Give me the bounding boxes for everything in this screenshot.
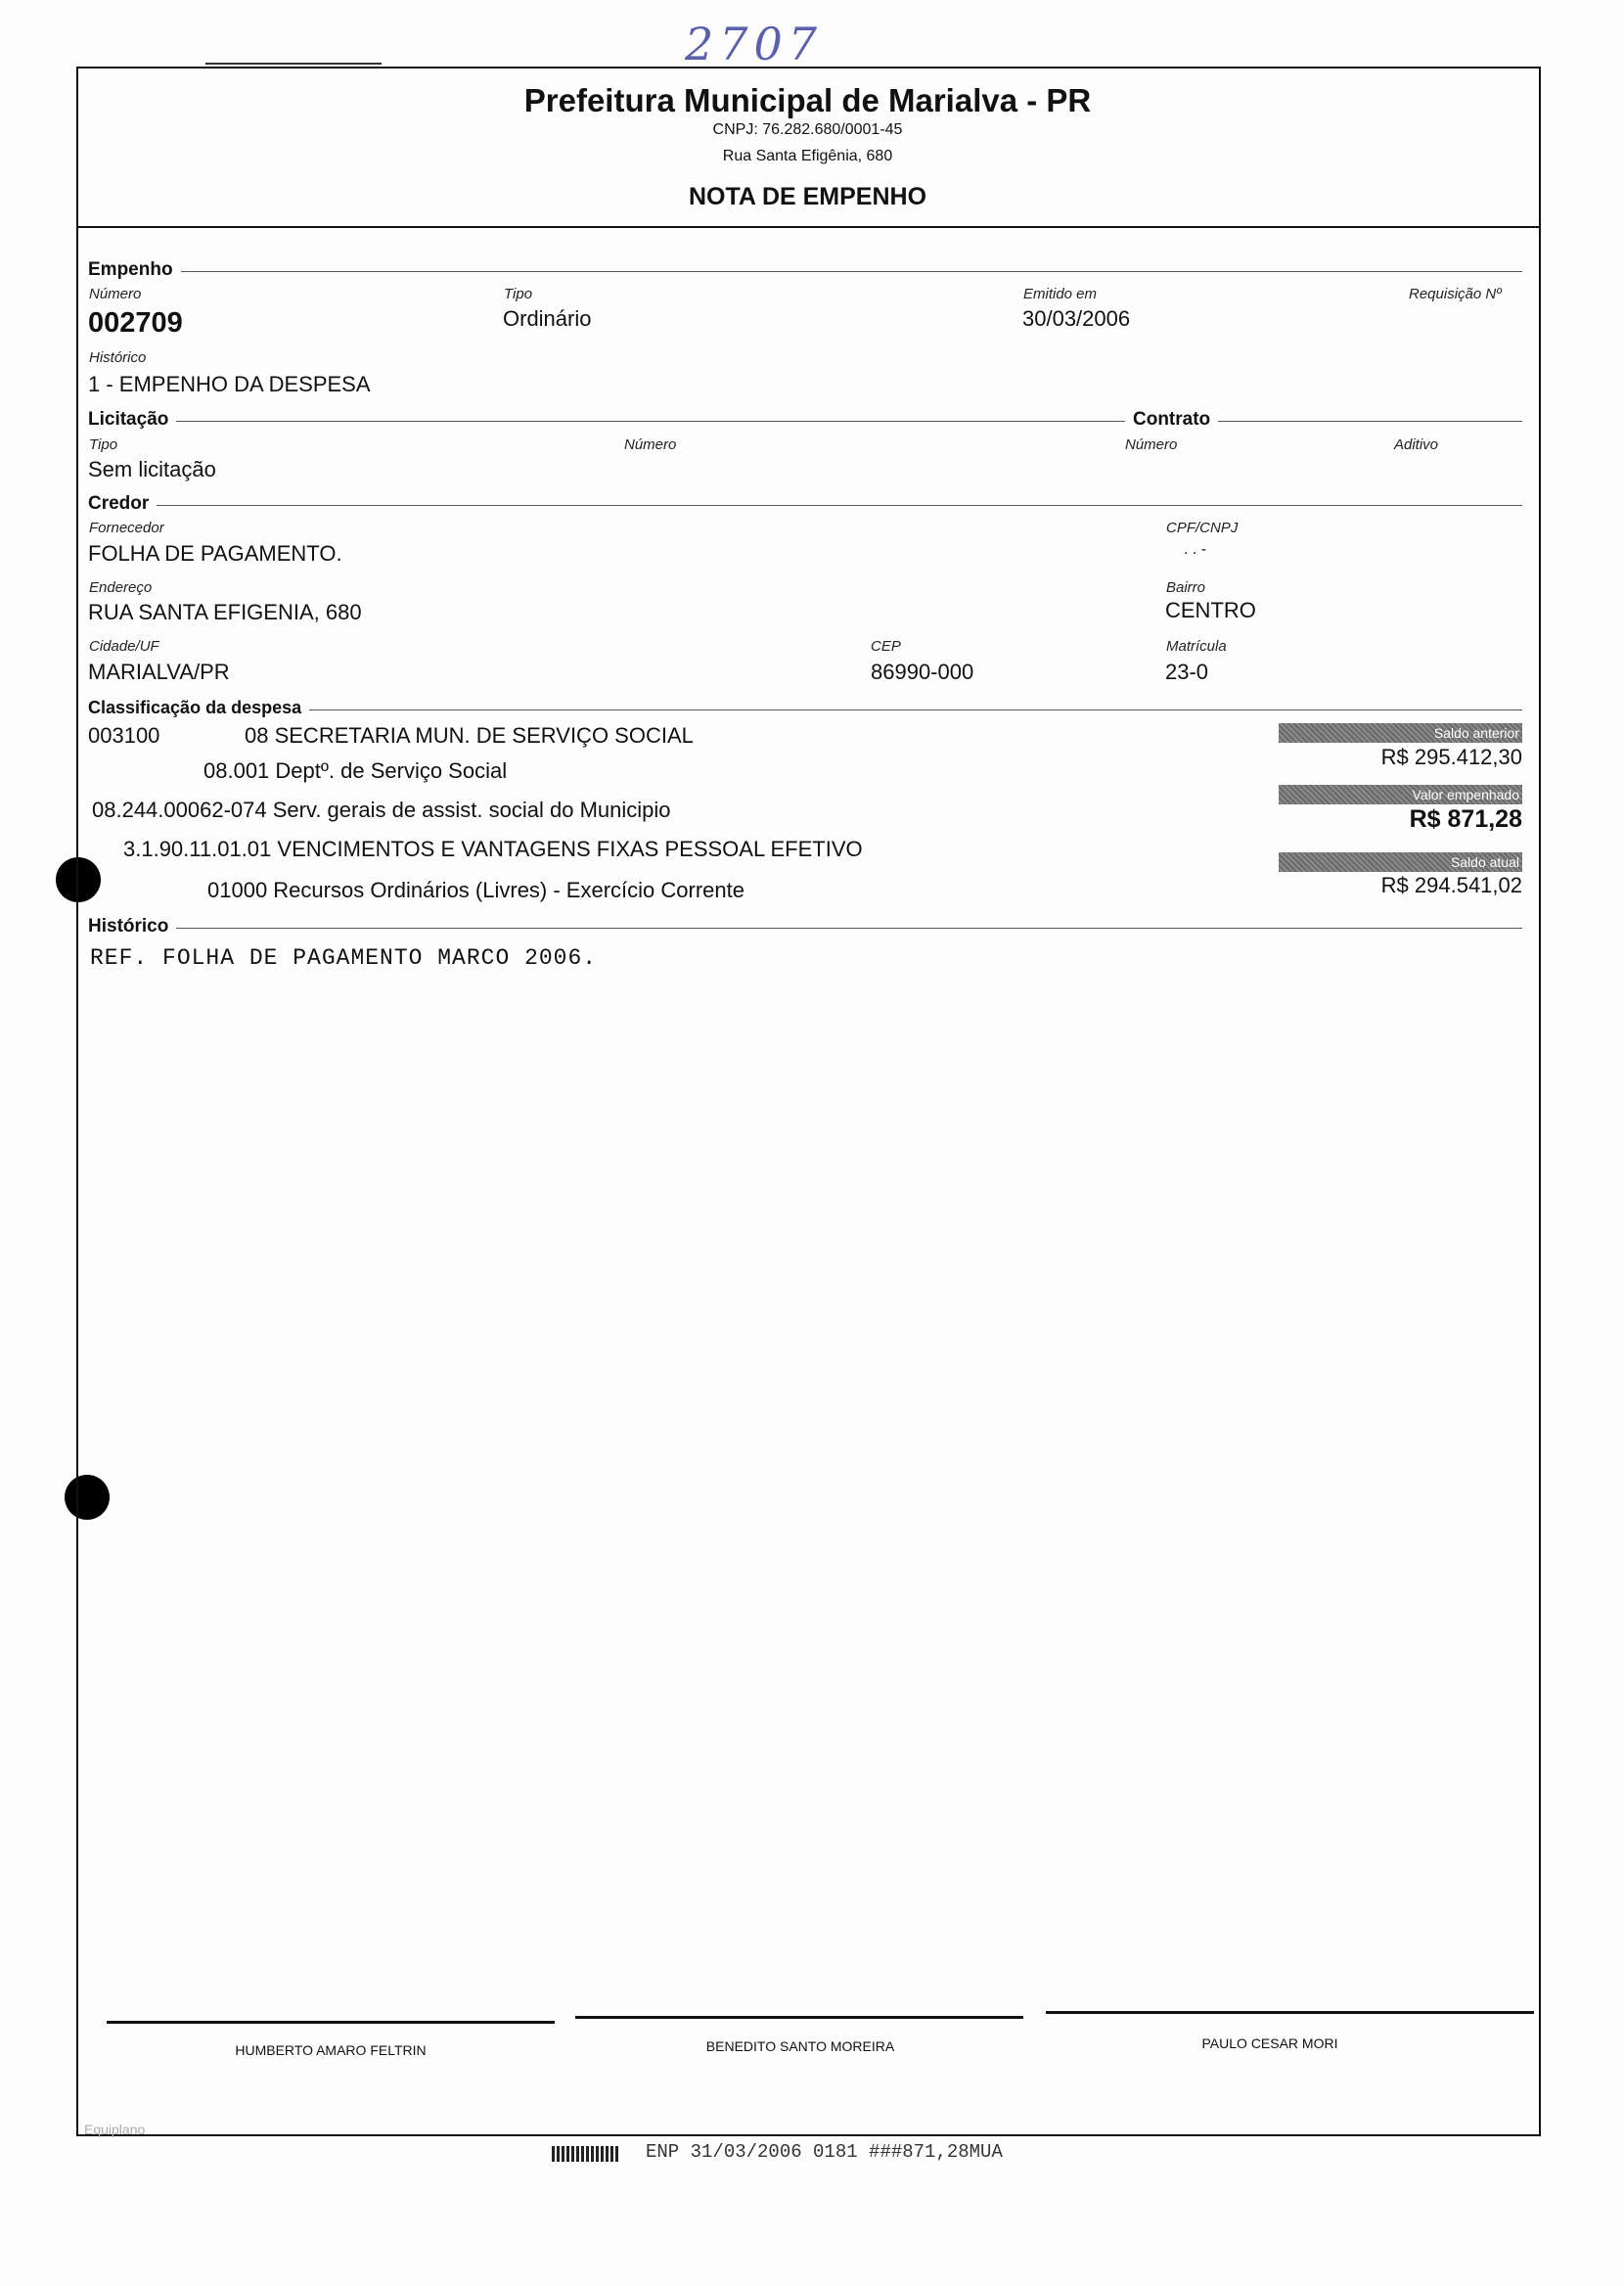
validation-stamp-bars (552, 2146, 618, 2162)
saldo-anterior: R$ 295.412,30 (1380, 745, 1522, 769)
empenho-numero-label: Número (89, 286, 142, 302)
cep-label: CEP (871, 638, 901, 655)
empenho-section-label: Empenho (88, 259, 181, 281)
classificacao-line3: 08.244.00062-074 Serv. gerais de assist. social do Municipio (92, 798, 671, 822)
licitacao-numero-label: Número (624, 436, 677, 453)
classificacao-code: 003100 (88, 723, 160, 748)
historico-section-label: Histórico (88, 916, 176, 937)
software-name: Equiplano (84, 2122, 146, 2137)
address: Rua Santa Efigênia, 680 (722, 148, 893, 164)
saldo-atual: R$ 294.541,02 (1380, 873, 1522, 897)
contrato-numero-label: Número (1125, 436, 1178, 453)
fornecedor: FOLHA DE PAGAMENTO. (88, 541, 342, 566)
classificacao-section-label: Classificação da despesa (88, 698, 309, 718)
empenho-tipo: Ordinário (503, 306, 592, 331)
cidade-label: Cidade/UF (89, 638, 159, 655)
bairro: CENTRO (1165, 598, 1256, 622)
empenho-numero: 002709 (88, 307, 183, 339)
bairro-label: Bairro (1166, 579, 1206, 596)
doc-title: NOTA DE EMPENHO (688, 183, 927, 210)
historico-rule (88, 928, 1522, 929)
matricula-label: Matrícula (1166, 638, 1227, 655)
licitacao-tipo: Sem licitação (88, 457, 216, 481)
contrato-aditivo-label: Aditivo (1394, 436, 1439, 453)
cpf-label: CPF/CNPJ (1166, 520, 1239, 536)
matricula: 23-0 (1165, 660, 1209, 684)
classificacao-line5: 01000 Recursos Ordinários (Livres) - Exercício Corrente (207, 878, 744, 902)
empenho-tipo-label: Tipo (504, 286, 533, 302)
licitacao-tipo-label: Tipo (89, 436, 118, 453)
classificacao-line2: 08.001 Deptº. de Serviço Social (203, 758, 508, 783)
emitido-date: 30/03/2006 (1022, 306, 1131, 331)
cep: 86990-000 (871, 660, 974, 684)
empenho-rule (88, 271, 1522, 272)
saldo-anterior-label: Saldo anterior (1279, 723, 1522, 743)
handwritten-number: 2707 (685, 18, 824, 70)
licitacao-rule (88, 421, 1522, 422)
scan-mark (205, 63, 382, 65)
signature-line-1 (107, 2021, 555, 2024)
licitacao-section-label: Licitação (88, 409, 176, 431)
credor-section-label: Credor (88, 493, 157, 515)
signature-name-1: HUMBERTO AMARO FELTRIN (235, 2042, 427, 2058)
cidade: MARIALVA/PR (88, 660, 230, 684)
requisicao-label: Requisição Nº (1409, 286, 1502, 302)
classificacao-line1: 08 SECRETARIA MUN. DE SERVIÇO SOCIAL (245, 723, 694, 748)
signature-line-2 (575, 2016, 1023, 2019)
fornecedor-label: Fornecedor (89, 520, 164, 536)
signature-name-3: PAULO CESAR MORI (1201, 2035, 1338, 2051)
signature-line-3 (1046, 2011, 1534, 2014)
valor-empenhado-label: Valor empenhado (1279, 785, 1522, 804)
historico-text: REF. FOLHA DE PAGAMENTO MARCO 2006. (90, 945, 598, 971)
cpf-value: . . - (1184, 541, 1207, 558)
validation-stamp: ENP 31/03/2006 0181 ###871,28MUA (646, 2141, 1003, 2163)
org-title: Prefeitura Municipal de Marialva - PR (523, 82, 1092, 118)
saldo-atual-label: Saldo atual (1279, 852, 1522, 872)
empenho-historico-label: Histórico (89, 349, 147, 366)
valor-empenhado: R$ 871,28 (1409, 805, 1522, 833)
signature-name-2: BENEDITO SANTO MOREIRA (705, 2038, 895, 2054)
cnpj: CNPJ: 76.282.680/0001-45 (712, 121, 903, 138)
endereco-label: Endereço (89, 579, 153, 596)
emitido-label: Emitido em (1023, 286, 1098, 302)
contrato-section-label: Contrato (1125, 409, 1218, 431)
header-divider (76, 226, 1539, 228)
empenho-historico: 1 - EMPENHO DA DESPESA (88, 372, 371, 396)
classificacao-line4: 3.1.90.11.01.01 VENCIMENTOS E VANTAGENS FIXAS PESSOAL EFETIVO (123, 837, 863, 861)
endereco: RUA SANTA EFIGENIA, 680 (88, 600, 362, 624)
credor-rule (88, 505, 1522, 506)
